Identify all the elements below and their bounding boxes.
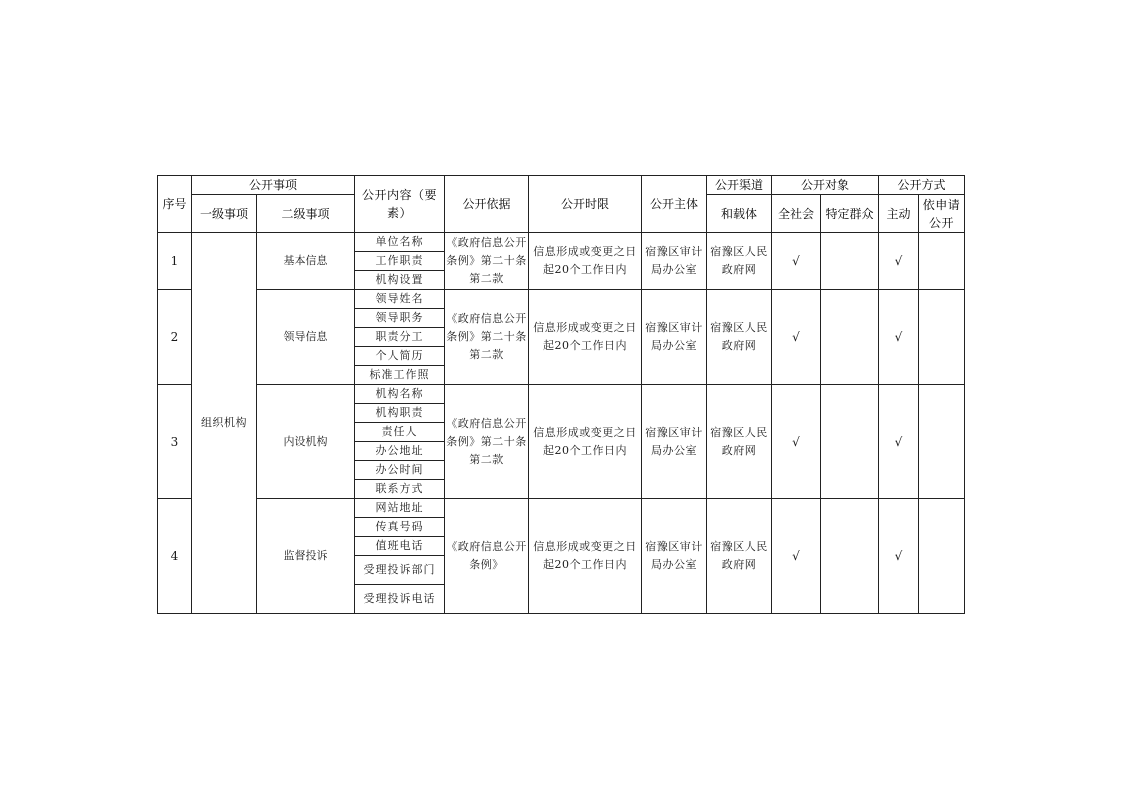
method-apply-cell xyxy=(919,499,965,614)
content-item: 个人简历 xyxy=(355,347,445,366)
method-apply-cell xyxy=(919,385,965,499)
header-subject: 公开主体 xyxy=(642,176,707,233)
basis-cell: 《政府信息公开条例》 xyxy=(445,499,529,614)
table-row xyxy=(158,385,965,404)
object-specific-cell xyxy=(821,290,879,385)
content-item: 传真号码 xyxy=(355,518,445,537)
content-item: 受理投诉电话 xyxy=(355,585,445,614)
basis-cell: 《政府信息公开条例》第二十条第二款 xyxy=(445,290,529,385)
header-seq: 序号 xyxy=(158,176,192,233)
content-item: 机构名称 xyxy=(355,385,445,404)
subject-cell: 宿豫区审计局办公室 xyxy=(642,233,707,290)
row-seq: 1 xyxy=(158,233,192,290)
time-limit-cell: 信息形成或变更之日起20个工作日内 xyxy=(529,233,642,290)
content-item: 机构职责 xyxy=(355,404,445,423)
level2-cell: 领导信息 xyxy=(257,290,355,385)
header-object-group: 公开对象 xyxy=(772,176,879,195)
level1-cell: 组织机构 xyxy=(192,233,257,614)
content-item: 受理投诉部门 xyxy=(355,556,445,585)
object-specific-cell xyxy=(821,385,879,499)
channel-cell: 宿豫区人民政府网 xyxy=(707,385,772,499)
table-row xyxy=(158,290,965,309)
row-seq: 3 xyxy=(158,385,192,499)
level2-cell: 内设机构 xyxy=(257,385,355,499)
header-level2: 二级事项 xyxy=(257,195,355,233)
subject-cell: 宿豫区审计局办公室 xyxy=(642,290,707,385)
object-specific-cell xyxy=(821,499,879,614)
header-method-apply: 依申请公开 xyxy=(919,195,965,233)
object-all-check: √ xyxy=(772,290,821,385)
header-time-limit: 公开时限 xyxy=(529,176,642,233)
method-apply-cell xyxy=(919,233,965,290)
content-item: 标准工作照 xyxy=(355,366,445,385)
time-limit-cell: 信息形成或变更之日起20个工作日内 xyxy=(529,290,642,385)
header-channel-line2: 和载体 xyxy=(707,195,772,233)
subject-cell: 宿豫区审计局办公室 xyxy=(642,499,707,614)
method-active-check: √ xyxy=(879,290,919,385)
content-item: 领导姓名 xyxy=(355,290,445,309)
content-item: 值班电话 xyxy=(355,537,445,556)
content-item: 工作职责 xyxy=(355,252,445,271)
time-limit-cell: 信息形成或变更之日起20个工作日内 xyxy=(529,385,642,499)
method-active-check: √ xyxy=(879,499,919,614)
basis-cell: 《政府信息公开条例》第二十条第二款 xyxy=(445,385,529,499)
header-object-specific: 特定群众 xyxy=(821,195,879,233)
header-level1: 一级事项 xyxy=(192,195,257,233)
method-active-check: √ xyxy=(879,385,919,499)
header-channel-line1: 公开渠道 xyxy=(707,176,772,195)
object-all-check: √ xyxy=(772,499,821,614)
content-item: 网站地址 xyxy=(355,499,445,518)
disclosure-table xyxy=(157,175,965,614)
header-method-active: 主动 xyxy=(879,195,919,233)
level2-cell: 基本信息 xyxy=(257,233,355,290)
header-method-group: 公开方式 xyxy=(879,176,965,195)
object-all-check: √ xyxy=(772,385,821,499)
channel-cell: 宿豫区人民政府网 xyxy=(707,233,772,290)
table-row xyxy=(158,499,965,518)
row-seq: 2 xyxy=(158,290,192,385)
header-row-top xyxy=(158,176,965,195)
time-limit-cell: 信息形成或变更之日起20个工作日内 xyxy=(529,499,642,614)
content-item: 办公地址 xyxy=(355,442,445,461)
table-body xyxy=(158,233,965,614)
object-all-check: √ xyxy=(772,233,821,290)
header-object-all: 全社会 xyxy=(772,195,821,233)
method-apply-cell xyxy=(919,290,965,385)
content-item: 责任人 xyxy=(355,423,445,442)
content-item: 领导职务 xyxy=(355,309,445,328)
content-item: 机构设置 xyxy=(355,271,445,290)
table-row xyxy=(158,233,965,252)
header-content: 公开内容（要素） xyxy=(355,176,445,233)
header-matter-group: 公开事项 xyxy=(192,176,355,195)
channel-cell: 宿豫区人民政府网 xyxy=(707,499,772,614)
content-item: 职责分工 xyxy=(355,328,445,347)
content-item: 办公时间 xyxy=(355,461,445,480)
level2-cell: 监督投诉 xyxy=(257,499,355,614)
header-basis: 公开依据 xyxy=(445,176,529,233)
content-item: 单位名称 xyxy=(355,233,445,252)
channel-cell: 宿豫区人民政府网 xyxy=(707,290,772,385)
basis-cell: 《政府信息公开条例》第二十条第二款 xyxy=(445,233,529,290)
row-seq: 4 xyxy=(158,499,192,614)
content-item: 联系方式 xyxy=(355,480,445,499)
object-specific-cell xyxy=(821,233,879,290)
subject-cell: 宿豫区审计局办公室 xyxy=(642,385,707,499)
method-active-check: √ xyxy=(879,233,919,290)
